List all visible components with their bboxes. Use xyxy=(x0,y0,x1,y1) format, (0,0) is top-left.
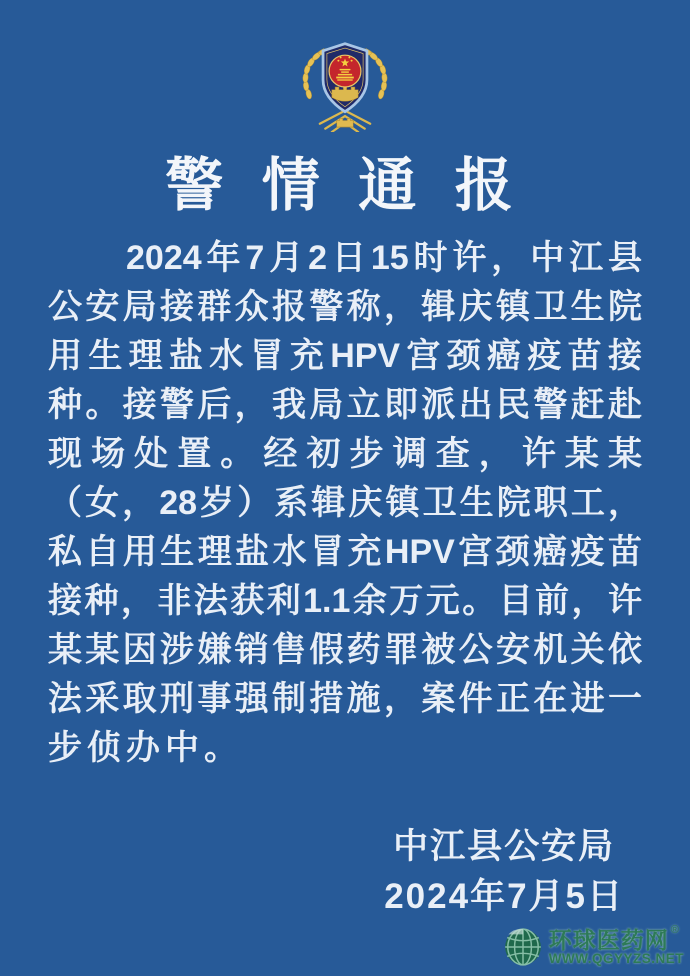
watermark-url: WWW.QGYYZS.NET xyxy=(548,950,684,966)
watermark-site-name: 环球医药网 xyxy=(548,926,669,953)
notice-body xyxy=(48,234,642,773)
body-line: 2024年7月2日15时许，中江县 xyxy=(126,239,642,277)
signature-block xyxy=(384,822,624,922)
police-badge-icon xyxy=(289,36,401,132)
body-line: 种。接警后，我局立即派出民警赶赴 xyxy=(48,386,642,424)
body-line: （女，28岁）系辑庆镇卫生院职工， xyxy=(48,484,642,522)
body-line: 法采取刑事强制措施，案件正在进一 xyxy=(48,680,642,718)
registered-trademark-symbol: ® xyxy=(670,923,679,936)
body-line: 现场处置。经初步调查，许某某 xyxy=(48,435,642,473)
watermark xyxy=(502,923,684,968)
issuing-agency: 中江县公安局 xyxy=(393,827,616,866)
body-line: 私自用生理盐水冒充HPV宫颈癌疫苗 xyxy=(48,533,642,571)
body-line: 步侦办中。 xyxy=(48,729,243,767)
body-line: 公安局接群众报警称，辑庆镇卫生院 xyxy=(48,288,642,326)
issue-date: 2024年7月5日 xyxy=(384,877,624,916)
globe-icon xyxy=(502,926,544,968)
body-line: 某某因涉嫌销售假药罪被公安机关依 xyxy=(48,631,642,669)
notice-title: 警 情 通 报 xyxy=(165,153,525,218)
body-line: 接种，非法获利1.1余万元。目前，许 xyxy=(48,582,642,620)
body-line: 用生理盐水冒充HPV宫颈癌疫苗接 xyxy=(48,337,642,375)
